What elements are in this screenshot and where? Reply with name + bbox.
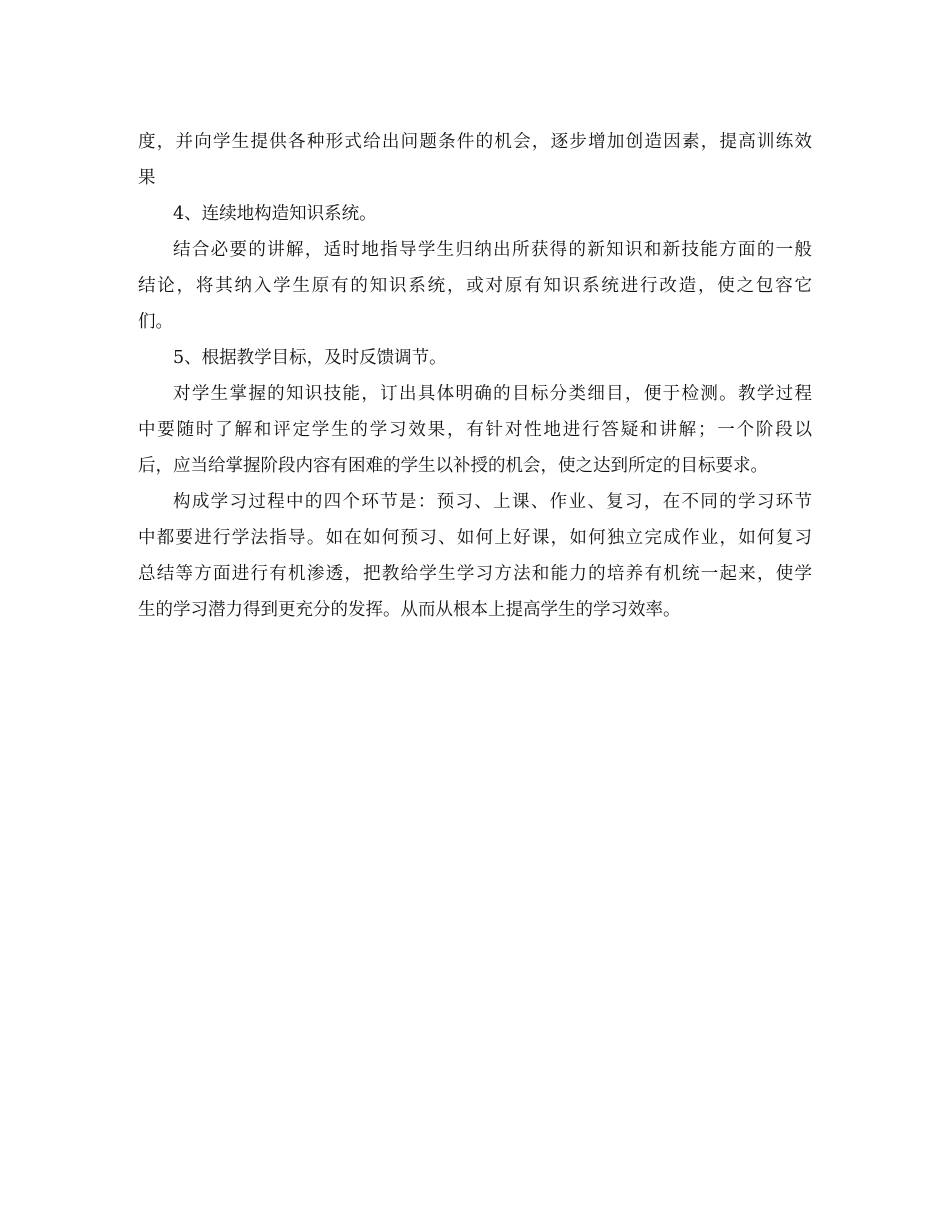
paragraph-learning-process (138, 484, 812, 628)
paragraph-continued (138, 124, 812, 196)
text-line: 4、连续地构造知识系统。 (173, 204, 377, 224)
text-line: 后，应当给掌握阶段内容有困难的学生以补授的机会，使之达到所定的目标要求。 (138, 456, 768, 476)
text-line: 中要随时了解和评定学生的学习效果，有针对性地进行答疑和讲解；一个阶段以 (138, 420, 812, 440)
text-line: 中都要进行学法指导。如在如何预习、如何上好课，如何独立完成作业，如何复习 (138, 528, 812, 548)
text-line: 对学生掌握的知识技能，订出具体明确的目标分类细目，便于检测。教学过程 (173, 384, 812, 404)
text-line: 构成学习过程中的四个环节是：预习、上课、作业、复习，在不同的学习环节 (173, 492, 812, 512)
section-heading-5 (138, 340, 812, 376)
text-line: 们。 (138, 312, 173, 332)
text-line: 果 (138, 168, 156, 188)
text-line: 结合必要的讲解，适时地指导学生归纳出所获得的新知识和新技能方面的一般 (173, 240, 812, 260)
text-line: 总结等方面进行有机渗透，把教给学生学习方法和能力的培养有机统一起来，使学 (138, 564, 812, 584)
paragraph-feedback (138, 376, 812, 484)
text-line: 度，并向学生提供各种形式给出问题条件的机会，逐步增加创造因素，提高训练效 (138, 132, 812, 152)
text-line: 生的学习潜力得到更充分的发挥。从而从根本上提高学生的学习效率。 (138, 600, 681, 620)
text-line: 结论，将其纳入学生原有的知识系统，或对原有知识系统进行改造，使之包容它 (138, 276, 812, 296)
paragraph-knowledge-system (138, 232, 812, 340)
document-body (138, 124, 812, 628)
text-line: 5、根据教学目标，及时反馈调节。 (173, 348, 447, 368)
section-heading-4 (138, 196, 812, 232)
